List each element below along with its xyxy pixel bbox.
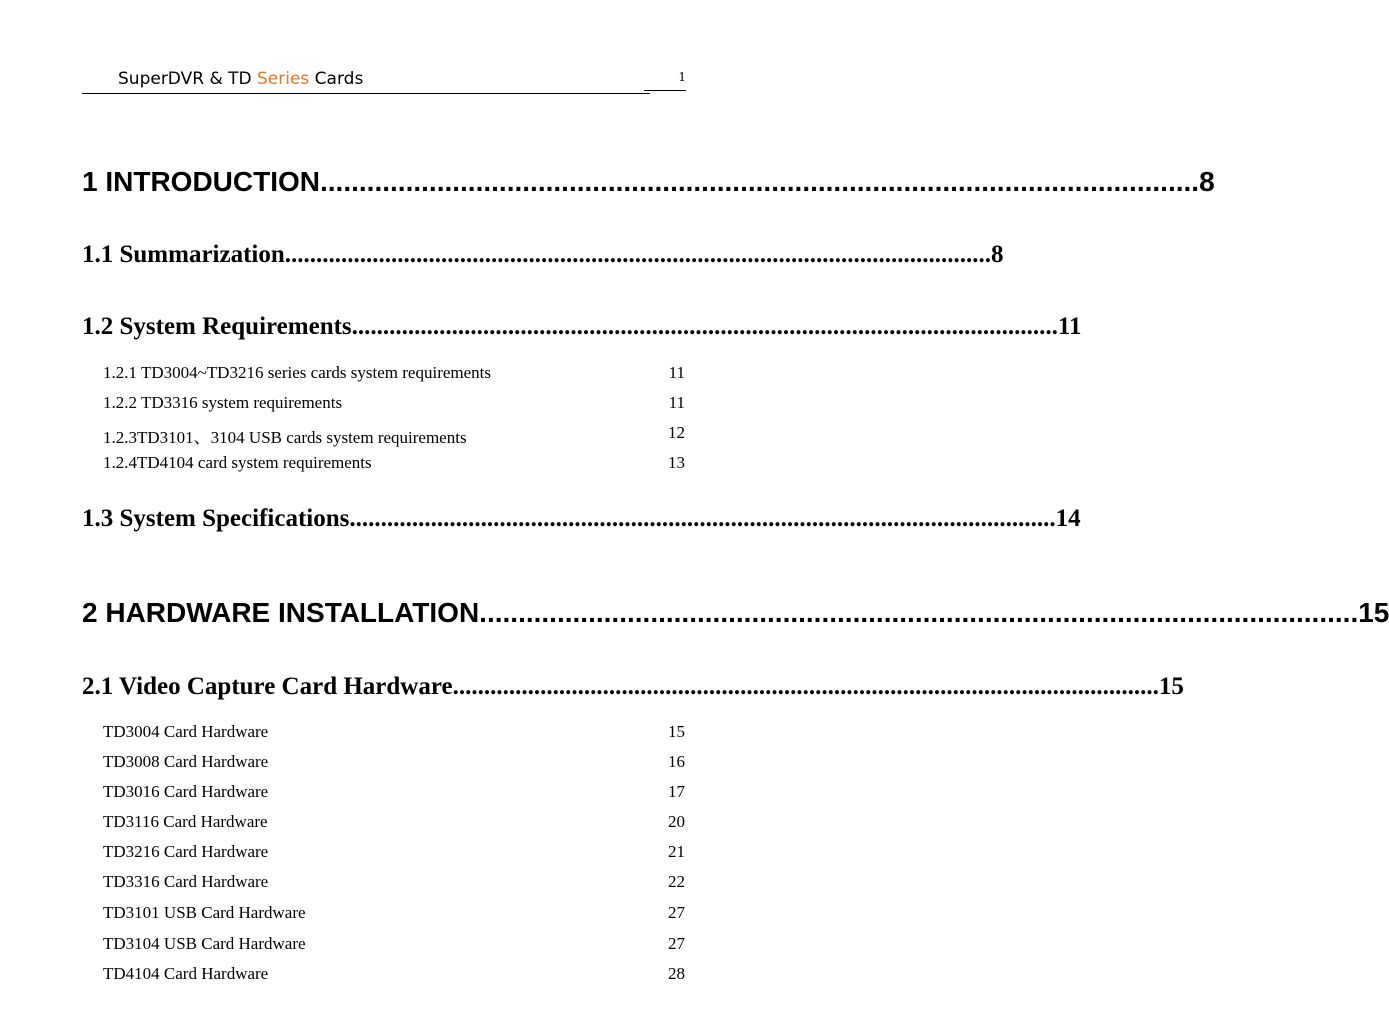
toc-entry-label: 2.1 Video Capture Card Hardware bbox=[82, 673, 453, 700]
toc-entry-page: 8 bbox=[991, 241, 1004, 268]
toc-entry-page: 15 bbox=[668, 722, 685, 741]
toc-entry-label: 1.2 System Requirements bbox=[82, 313, 352, 340]
toc-entry-page: 12 bbox=[668, 423, 685, 442]
toc-entry-page: 16 bbox=[668, 752, 685, 771]
toc-entry-label: TD3104 USB Card Hardware bbox=[103, 934, 306, 953]
header-title-accent: Series bbox=[256, 69, 310, 89]
header-title-prefix: SuperDVR & TD bbox=[118, 69, 257, 89]
toc-chapter-introduction[interactable] bbox=[82, 166, 1215, 198]
toc-entry-label: TD3016 Card Hardware bbox=[103, 782, 269, 801]
toc-entry-label: TD3004 Card Hardware bbox=[103, 722, 269, 741]
toc-entry-page: 15 bbox=[1358, 597, 1389, 628]
toc-entry-page: 22 bbox=[668, 872, 685, 891]
toc-entry-label: TD3316 Card Hardware bbox=[103, 872, 269, 891]
toc-entry-page: 27 bbox=[668, 903, 685, 922]
toc-entry-label: 1.1 Summarization bbox=[82, 241, 285, 268]
toc-entry-page: 27 bbox=[668, 934, 685, 953]
toc-item-td3316[interactable] bbox=[103, 872, 685, 892]
toc-entry-label: TD4104 Card Hardware bbox=[103, 964, 269, 983]
toc-entry-page: 20 bbox=[668, 812, 685, 831]
toc-item-td3008[interactable] bbox=[103, 752, 685, 772]
toc-subsection-1-2-4[interactable] bbox=[103, 453, 685, 473]
toc-entry-label: TD3216 Card Hardware bbox=[103, 842, 269, 861]
toc-section-system-requirements[interactable] bbox=[82, 313, 1082, 341]
toc-leader-dots: ................................................................................................................. bbox=[452, 673, 1159, 700]
toc-item-td3004[interactable] bbox=[103, 722, 685, 742]
toc-entry-page: 11 bbox=[668, 363, 685, 382]
toc-entry-page: 14 bbox=[1055, 505, 1081, 532]
toc-entry-label: TD3116 Card Hardware bbox=[103, 812, 268, 831]
toc-item-td3101-usb[interactable] bbox=[103, 903, 685, 923]
toc-entry-page: 15 bbox=[1158, 673, 1184, 700]
toc-entry-page: 17 bbox=[668, 782, 685, 801]
toc-item-td3016[interactable] bbox=[103, 782, 685, 802]
toc-entry-label: 2 HARDWARE INSTALLATION bbox=[82, 597, 480, 628]
header-rule bbox=[82, 93, 650, 94]
toc-entry-label: 1.3 System Specifications bbox=[82, 505, 350, 532]
header-title bbox=[118, 69, 363, 89]
toc-entry-page: 13 bbox=[668, 453, 685, 472]
toc-item-td3216[interactable] bbox=[103, 842, 685, 862]
toc-entry-label: 1 INTRODUCTION bbox=[82, 166, 320, 197]
toc-chapter-hardware-installation[interactable] bbox=[82, 597, 1389, 629]
toc-section-system-specifications[interactable] bbox=[82, 505, 1081, 533]
toc-subsection-1-2-2[interactable] bbox=[103, 393, 685, 413]
page-header bbox=[82, 66, 686, 96]
toc-entry-page: 11 bbox=[668, 393, 685, 412]
toc-entry-label: 1.2.2 TD3316 system requirements bbox=[103, 393, 343, 412]
toc-leader-dots: ................................................................................................................. bbox=[284, 241, 992, 268]
toc-section-video-capture-card-hardware[interactable] bbox=[82, 673, 1184, 701]
toc-leader-dots: ................................................................................................................. bbox=[479, 597, 1359, 628]
toc-leader-dots: ................................................................................................................. bbox=[320, 166, 1200, 197]
toc-entry-page: 28 bbox=[668, 964, 685, 983]
toc-entry-label: 1.2.1 TD3004~TD3216 series cards system requirements bbox=[103, 363, 492, 382]
toc-item-td3116[interactable] bbox=[103, 812, 685, 832]
toc-leader-dots: ................................................................................................................. bbox=[351, 313, 1058, 340]
header-page-rule bbox=[644, 90, 686, 91]
toc-entry-page: 21 bbox=[668, 842, 685, 861]
header-page-number: 1 bbox=[678, 70, 686, 84]
toc-subsection-1-2-1[interactable] bbox=[103, 363, 685, 383]
toc-entry-page: 8 bbox=[1199, 166, 1215, 197]
toc-item-td3104-usb[interactable] bbox=[103, 934, 685, 954]
toc-section-summarization[interactable] bbox=[82, 241, 1004, 269]
toc-entry-label: 1.2.3TD3101、3104 USB cards system requirements bbox=[103, 428, 467, 447]
toc-entry-label: TD3101 USB Card Hardware bbox=[103, 903, 306, 922]
toc-entry-page: 11 bbox=[1057, 313, 1082, 340]
header-title-suffix: Cards bbox=[309, 69, 364, 89]
toc-entry-label: TD3008 Card Hardware bbox=[103, 752, 269, 771]
toc-item-td4104[interactable] bbox=[103, 964, 685, 984]
toc-entry-label: 1.2.4TD4104 card system requirements bbox=[103, 453, 372, 472]
toc-leader-dots: ................................................................................................................. bbox=[349, 505, 1056, 532]
toc-subsection-1-2-3[interactable] bbox=[103, 423, 685, 448]
